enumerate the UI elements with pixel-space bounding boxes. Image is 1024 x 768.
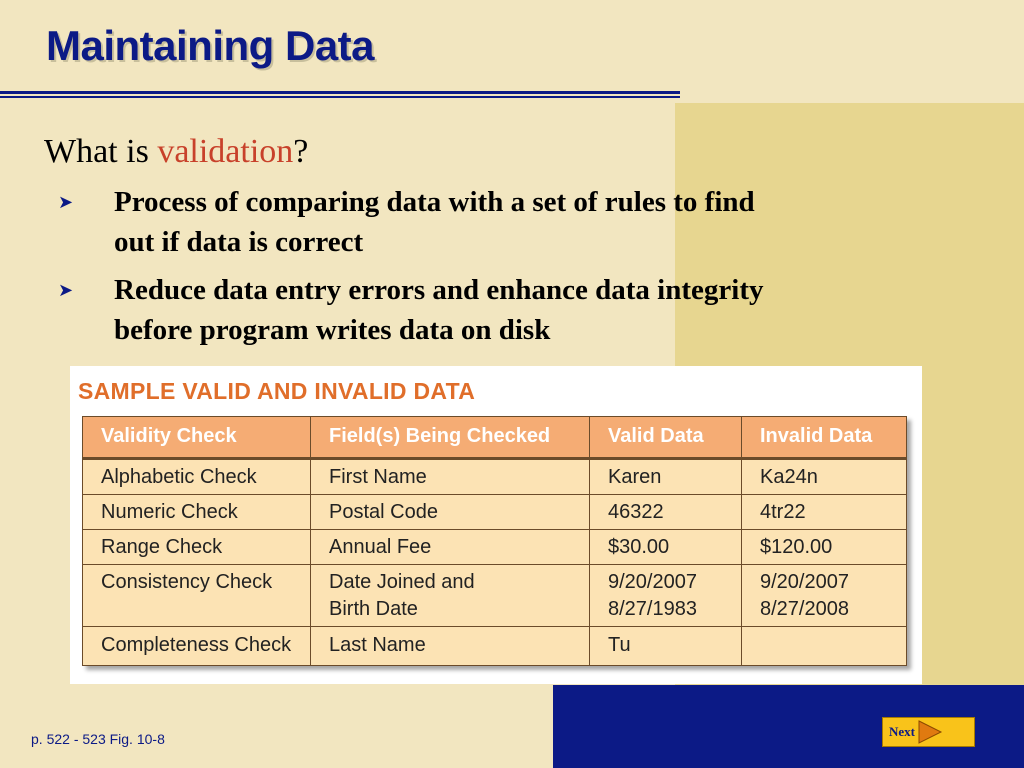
table-cell: Tu xyxy=(590,627,742,666)
column-header: Valid Data xyxy=(590,417,742,459)
validation-figure xyxy=(70,366,922,684)
bullet-text: Process of comparing data with a set of rules to find out if data is correct xyxy=(114,186,755,258)
table-cell: 46322 xyxy=(590,495,742,530)
figure-caption: SAMPLE VALID AND INVALID DATA xyxy=(78,378,476,404)
table-cell: Annual Fee xyxy=(311,530,590,565)
slide-title: Maintaining Data xyxy=(46,22,375,69)
bullet-item xyxy=(58,182,798,262)
table-row xyxy=(83,459,907,495)
table-cell: Karen xyxy=(590,459,742,495)
table-row xyxy=(83,565,907,627)
next-button[interactable] xyxy=(882,717,975,747)
question-suffix: ? xyxy=(293,133,309,170)
table-cell: Completeness Check xyxy=(83,627,311,666)
table-row xyxy=(83,530,907,565)
table-cell: Ka24n xyxy=(742,459,907,495)
table-row xyxy=(83,627,907,666)
validation-table xyxy=(82,416,907,666)
table-cell: Numeric Check xyxy=(83,495,311,530)
question-prefix: What is xyxy=(44,133,158,170)
bullet-item xyxy=(58,270,798,350)
table-cell: 9/20/2007 8/27/2008 xyxy=(742,565,907,627)
table-cell xyxy=(742,627,907,666)
table-cell: Last Name xyxy=(311,627,590,666)
table-cell: $30.00 xyxy=(590,530,742,565)
table-cell: $120.00 xyxy=(742,530,907,565)
arrow-bullet-icon: ➤ xyxy=(58,280,74,300)
page-reference: p. 522 - 523 Fig. 10-8 xyxy=(31,731,165,747)
next-label: Next xyxy=(889,724,915,739)
table-cell: Alphabetic Check xyxy=(83,459,311,495)
table-cell: Consistency Check xyxy=(83,565,311,627)
table-cell: 4tr22 xyxy=(742,495,907,530)
table-cell: Range Check xyxy=(83,530,311,565)
table-cell: Postal Code xyxy=(311,495,590,530)
table-cell: First Name xyxy=(311,459,590,495)
arrow-bullet-icon: ➤ xyxy=(58,192,74,212)
bullet-list xyxy=(58,182,798,358)
column-header: Validity Check xyxy=(83,417,311,459)
table-cell: Date Joined and Birth Date xyxy=(311,565,590,627)
question-heading xyxy=(44,133,308,171)
play-arrow-icon xyxy=(917,720,943,744)
table-row xyxy=(83,495,907,530)
column-header: Invalid Data xyxy=(742,417,907,459)
table-cell: 9/20/2007 8/27/1983 xyxy=(590,565,742,627)
table-header-row xyxy=(83,417,907,459)
question-highlight: validation xyxy=(157,133,294,170)
column-header: Field(s) Being Checked xyxy=(311,417,590,459)
title-divider-secondary xyxy=(0,96,680,98)
title-divider xyxy=(0,91,680,94)
bullet-text: Reduce data entry errors and enhance data integrity before program writes data on disk xyxy=(114,274,764,346)
